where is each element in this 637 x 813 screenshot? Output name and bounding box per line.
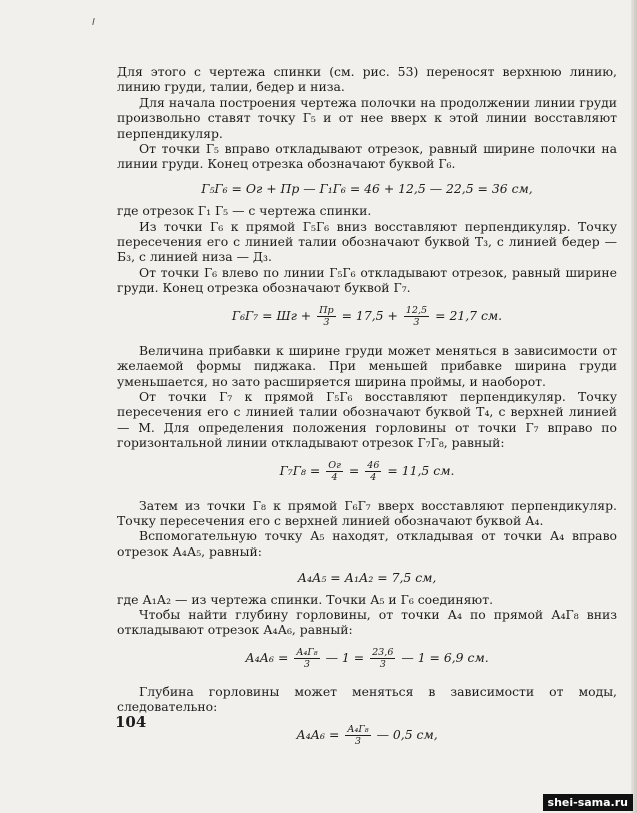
fraction-numerator: 23,6 xyxy=(372,646,394,658)
formula-a4a6-mode-left: А₄А₆ = xyxy=(296,726,340,742)
paragraph-9: Затем из точки Г₈ к прямой Г₆Г₇ вверх восставляют перпендикуляр. Точку пересечения его с верхней линией обозначают буквой А₄. xyxy=(117,497,617,528)
formula-a4a6-mode xyxy=(117,724,617,747)
paragraph-11: где А₁А₂ — из чертежа спинки. Точки А₅ и Г₆ соединяют. xyxy=(117,591,494,607)
fraction-numerator: Пр xyxy=(319,304,334,316)
formula-g5g6: Г₅Г₆ = Ог + Пр — Г₁Г₆ = 46 + 12,5 — 22,5 = 36 см, xyxy=(201,180,533,196)
formula-g6g7-right: = 21,7 см. xyxy=(435,307,503,323)
formula-g7g8-mid: = xyxy=(348,462,360,478)
fraction-denominator: 3 xyxy=(323,316,330,328)
formula-a4a5: А₄А₅ = А₁А₂ = 7,5 см, xyxy=(297,570,437,586)
fraction xyxy=(370,647,395,670)
formula-g6g7 xyxy=(117,305,617,328)
formula-a4a6-mid: — 1 = xyxy=(325,649,365,665)
paragraph-7: Величина прибавки к ширине груди может меняться в зависимости от желаемой формы пиджака. При меньшей прибавке ширина груди уменьшается, но зато расширяется ширина проймы, и наоборот. xyxy=(117,342,617,389)
fraction-denominator: 4 xyxy=(370,471,377,483)
page-edge xyxy=(631,0,637,813)
paragraph-6: От точки Г₆ влево по линии Г₅Г₆ откладывают отрезок, равный ширине груди. Конец отрезка обозначают буквой Г₇. xyxy=(117,264,617,296)
paragraph-10: Вспомогательную точку А₅ находят, откладывая от точки А₄ вправо отрезок А₄А₅, равный: xyxy=(117,528,617,559)
fraction xyxy=(294,647,319,670)
fraction xyxy=(326,460,343,483)
paragraph-4: где отрезок Г₁ Г₅ — с чертежа спинки. xyxy=(117,203,372,219)
fraction-numerator: 46 xyxy=(367,459,380,471)
fraction xyxy=(365,460,381,483)
fraction xyxy=(317,305,336,328)
fraction-numerator: Ог xyxy=(328,459,341,471)
scan-speck xyxy=(92,18,94,25)
formula-a4a6-mode-right: — 0,5 см, xyxy=(376,726,438,742)
fraction xyxy=(345,724,370,747)
paragraph-1: Для этого с чертежа спинки (см. рис. 53) переносят верхнюю линию, линию груди, талии, бедер и низа. xyxy=(117,64,617,95)
paragraph-8: От точки Г₇ к прямой Г₅Г₆ восставляют перпендикуляр. Точку пересечения его с линией талии обозначают буквой Т₄, с верхней линией — М. Для определения положения горловины от точки Г₇ вправо по горизонтальной линии откладывают отрезок Г₇Г₈, равный: xyxy=(117,388,617,451)
formula-a4a6-left: А₄А₆ = xyxy=(245,649,289,665)
paragraph-3: От точки Г₅ вправо откладывают отрезок, равный ширине полочки на линии груди. Конец отрезка обозначают буквой Г₆. xyxy=(117,141,617,172)
page-body xyxy=(117,64,617,747)
fraction-numerator: 12,5 xyxy=(405,304,428,316)
paragraph-12: Чтобы найти глубину горловины, от точки А₄ по прямой А₄Г₈ вниз откладывают отрезок А₄А₆, равный: xyxy=(117,606,617,638)
fraction-denominator: 3 xyxy=(354,735,361,747)
formula-g6g7-left: Г₆Г₇ = Шг + xyxy=(231,307,312,323)
watermark: shei-sama.ru xyxy=(543,794,633,811)
formula-a4a6 xyxy=(117,647,617,670)
fraction xyxy=(404,305,429,328)
fraction-numerator: А₄Г₈ xyxy=(296,646,318,658)
fraction-numerator: А₄Г₈ xyxy=(347,723,369,735)
fraction-denominator: 3 xyxy=(413,316,420,328)
paragraph-5: Из точки Г₆ к прямой Г₅Г₆ вниз восставляют перпендикуляр. Точку пересечения его с линией талии обозначают буквой Т₃, с линией бедер — Б₃, с линией низа — Д₃. xyxy=(117,218,617,265)
fraction-denominator: 3 xyxy=(379,658,386,670)
formula-g6g7-mid: = 17,5 + xyxy=(341,307,398,323)
page-number: 104 xyxy=(115,713,147,731)
paragraph-2: Для начала построения чертежа полочки на продолжении линии груди произвольно ставят точку Г₅ и от нее вверх к этой линии восставляют перпендикуляр. xyxy=(117,94,617,141)
formula-a4a6-right: — 1 = 6,9 см. xyxy=(401,649,489,665)
formula-g7g8-right: = 11,5 см. xyxy=(387,462,455,478)
formula-g7g8 xyxy=(117,460,617,483)
fraction-denominator: 4 xyxy=(331,471,338,483)
fraction-denominator: 3 xyxy=(303,658,310,670)
paragraph-13: Глубина горловины может меняться в зависимости от моды, следовательно: xyxy=(117,683,617,715)
formula-g7g8-left: Г₇Г₈ = xyxy=(279,462,321,478)
